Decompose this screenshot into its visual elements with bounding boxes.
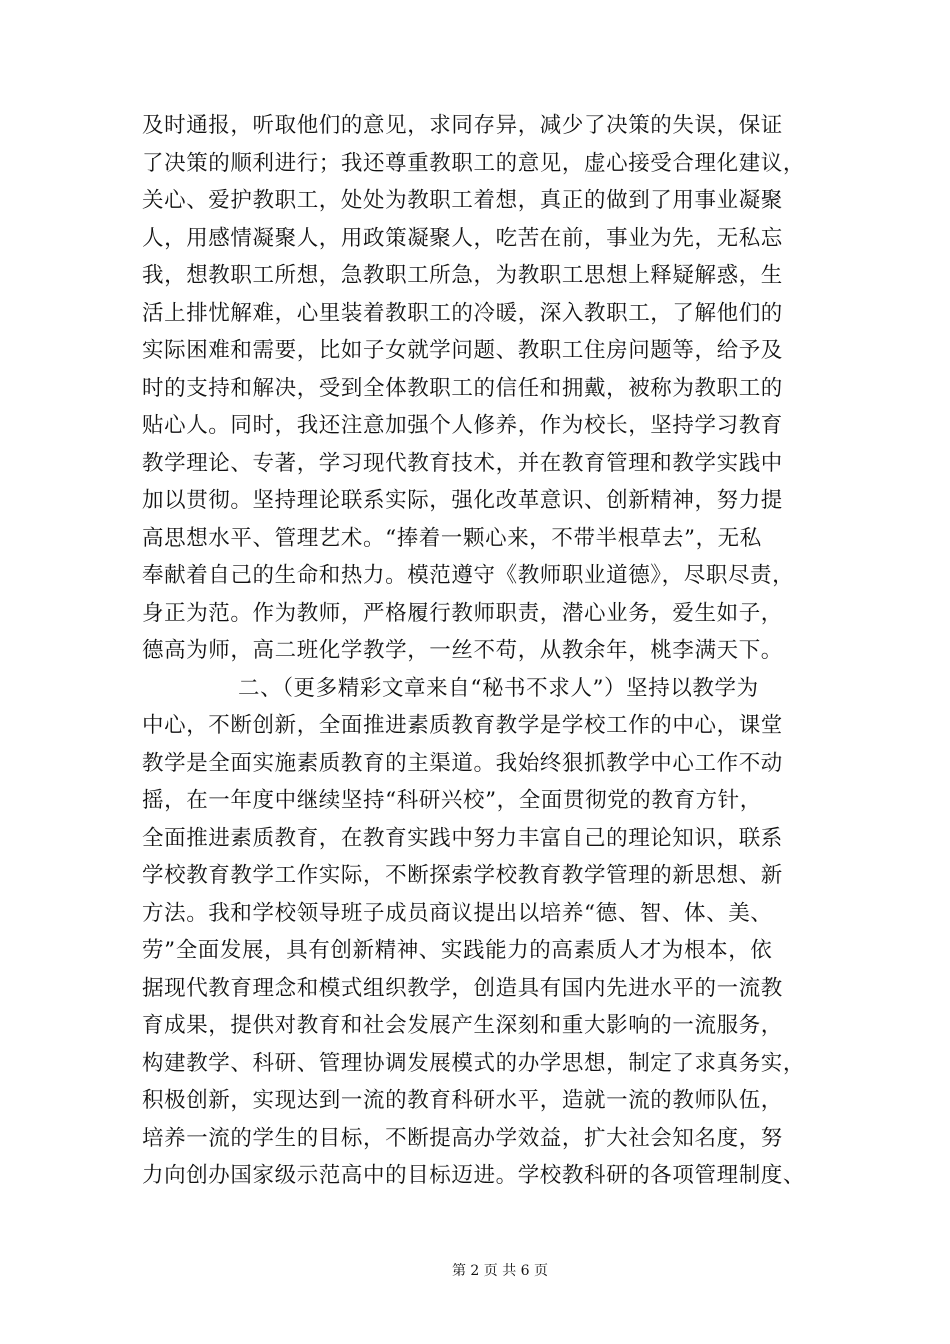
text-line-27: 积极创新，实现达到一流的教育科研水平，造就一流的教师队伍，	[142, 1088, 783, 1113]
text-line-6: 活上排忧解难，心里装着教职工的冷暖，深入教职工，了解他们的	[142, 300, 783, 326]
text-line-18: 教学是全面实施素质教育的主渠道。我始终狠抓教学中心工作不动	[142, 750, 783, 776]
text-line-14: 身正为范。作为教师，严格履行教师职责，潜心业务，爱生如子，	[142, 600, 783, 626]
text-line-7: 实际困难和需要，比如子女就学问题、教职工住房问题等，给予及	[142, 338, 783, 363]
text-line-29: 力向创办国家级示范高中的目标迈进。学校教科研的各项管理制度、	[142, 1163, 806, 1188]
text-line-13: 奉献着自己的生命和热力。模范遵守《教师职业道德》，尽职尽责，	[142, 563, 795, 588]
body-text	[142, 107, 822, 1195]
text-line-9: 贴心人。同时，我还注意加强个人修养，作为校长，坚持学习教育	[142, 413, 783, 438]
text-line-22: 方法。我和学校领导班子成员商议提出以培养“德、智、体、美、	[142, 900, 773, 926]
text-line-21: 学校教育教学工作实际，不断探索学校教育教学管理的新思想、新	[142, 863, 783, 888]
text-line-25: 育成果，提供对教育和社会发展产生深刻和重大影响的一流服务，	[142, 1013, 783, 1038]
text-line-17: 中心，不断创新，全面推进素质教育教学是学校工作的中心，课堂	[142, 713, 783, 738]
text-line-12: 高思想水平、管理艺术。“捧着一颗心来，不带半根草去”，无私	[142, 525, 762, 551]
page-number-footer: 第 2 页 共 6 页	[451, 1263, 549, 1279]
text-line-20: 全面推进素质教育，在教育实践中努力丰富自己的理论知识，联系	[142, 825, 783, 851]
text-line-1: 及时通报，听取他们的意见，求同存异，减少了决策的失误，保证	[142, 113, 783, 138]
text-line-3: 关心、爱护教职工，处处为教职工着想，真正的做到了用事业凝聚	[142, 188, 783, 213]
text-line-19: 摇，在一年度中继续坚持“科研兴校”，全面贯彻党的教育方针，	[142, 788, 762, 813]
section-heading-line: 二、（更多精彩文章来自“秘书不求人”）坚持以教学为	[238, 675, 759, 701]
text-line-23: 劳”全面发展，具有创新精神、实践能力的高素质人才为根本，依	[142, 938, 773, 963]
text-line-5: 我，想教职工所想，急教职工所急，为教职工思想上释疑解惑，生	[142, 263, 783, 288]
text-line-8: 时的支持和解决，受到全体教职工的信任和拥戴，被称为教职工的	[142, 375, 783, 401]
text-line-2: 了决策的顺利进行；我还尊重教职工的意见，虚心接受合理化建议，	[142, 150, 806, 176]
text-line-10: 教学理论、专著，学习现代教育技术，并在教育管理和教学实践中	[142, 450, 783, 476]
text-line-26: 构建教学、科研、管理协调发展模式的办学思想，制定了求真务实，	[142, 1050, 806, 1076]
text-line-15: 德高为师，高二班化学教学，一丝不苟，从教余年，桃李满天下。	[142, 638, 783, 663]
text-line-28: 培养一流的学生的目标，不断提高办学效益，扩大社会知名度，努	[142, 1125, 783, 1151]
text-line-11: 加以贯彻。坚持理论联系实际，强化改革意识、创新精神，努力提	[142, 488, 783, 513]
text-line-4: 人，用感情凝聚人，用政策凝聚人，吃苦在前，事业为先，无私忘	[142, 225, 783, 251]
text-line-24: 据现代教育理念和模式组织教学，创造具有国内先进水平的一流教	[142, 975, 783, 1001]
